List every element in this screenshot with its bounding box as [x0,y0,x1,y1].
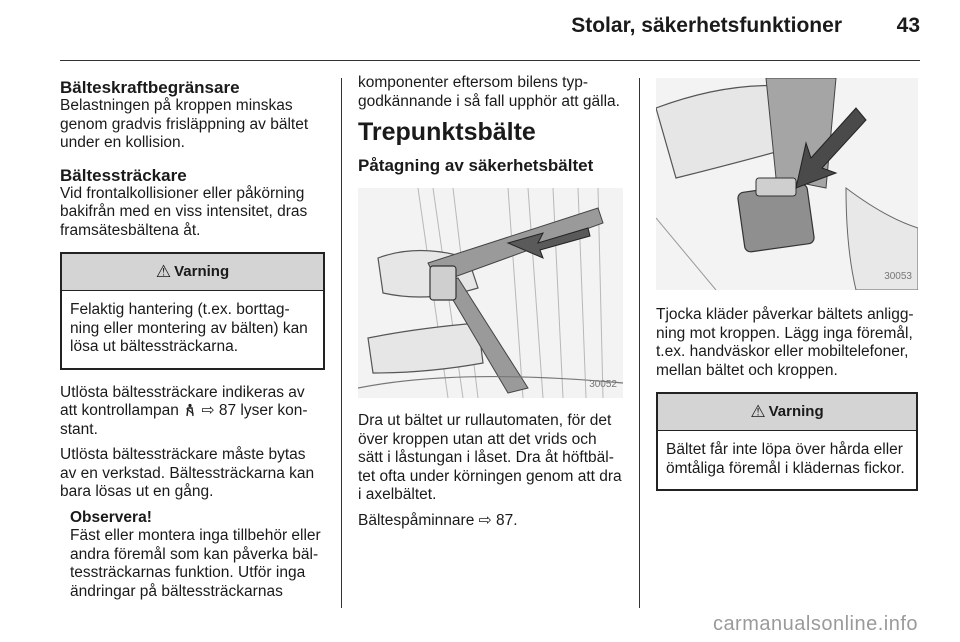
column-3 [656,78,918,505]
warning-text: Felaktig hantering (t.ex. borttag-ning eller montering av bälten) kan lösa ut bältessträckarna. [70,301,308,355]
paragraph-continued: komponenter eftersom bilens typ-godkännande i så fall upphör att gälla. [358,74,620,110]
warning-box-1 [60,252,325,370]
paragraph-pull-belt: Dra ut bältet ur rullautomaten, för det över kroppen utan att det vrids och sätt i låstungan i låset. Dra åt höftbäl-tet ofta under körningen genom att dra i axelbältet. [358,412,622,503]
figure-belt-fastening [358,188,623,398]
warning-title: Varning [768,402,824,420]
figure-number: 30052 [589,378,617,390]
header-divider [60,60,920,61]
warning-text: Bältet får inte löpa över hårda eller ömtåliga föremål i klädernas fickor. [666,441,905,477]
page-number: 43 [896,14,920,37]
watermark: carmanualsonline.info [712,613,918,635]
figure-number: 30053 [884,270,912,282]
heading-fastening-belt: Påtagning av säkerhetsbältet [358,156,594,175]
belt-buckle-illustration [656,78,918,290]
note-text: Fäst eller montera inga tillbehör eller andra föremål som kan påverka bäl-tessträckarnas funktion. Utför inga ändringar på bältessträckarnas [70,527,321,600]
paragraph-replace: Utlösta bältessträckare måste bytas av en verkstad. Bältessträckarna kan bara lösas ut en gång. [60,446,315,500]
warning-title: Varning [174,262,230,280]
belt-fastening-illustration [358,188,623,398]
paragraph-pretensioner: Vid frontalkollisioner eller påkörning bakifrån med en viss intensitet, dras framsätesbältena åt. [60,184,308,239]
indicator-text-a: Utlösta bältessträckare indikeras av att kontrollampan [60,383,305,419]
note-title: Observera! [70,508,152,526]
warning-triangle-icon: ⚠ [750,401,766,421]
warning-box-2 [656,392,918,491]
warning-header [658,394,916,431]
page-title: Stolar, säkerhetsfunktioner [571,14,842,37]
reminder-text-a: Bältespåminnare [358,511,475,529]
seatbelt-warning-lamp-icon [183,403,197,417]
heading-pretensioner: Bältessträckare [60,165,187,185]
page-reference-icon: ⇨ [201,402,215,419]
warning-triangle-icon: ⚠ [155,261,172,281]
column-divider-1 [341,78,342,608]
paragraph-indicator [60,384,325,440]
note-box [60,509,325,602]
indicator-text-b: 87 lyser kon-stant. [60,402,308,438]
warning-header [62,254,323,291]
column-2 [358,74,623,537]
paragraph-force-limiter: Belastningen på kroppen minskas genom gradvis frisläppning av bältet under en kollision. [60,97,309,151]
page-reference-icon: ⇨ [478,511,492,529]
heading-three-point-belt: Trepunktsbälte [358,118,536,146]
paragraph-reminder [358,512,623,531]
column-divider-2 [639,78,640,608]
column-1 [60,78,325,601]
heading-force-limiter: Bälteskraftbegränsare [60,78,240,97]
paragraph-thick-clothes: Tjocka kläder påverkar bältets anligg-ning mot kroppen. Lägg inga föremål, t.ex. handväskor eller mobiltelefoner, mellan bältet och kroppen. [656,306,914,379]
reminder-text-b: 87. [495,511,518,529]
figure-belt-buckle [656,78,918,290]
